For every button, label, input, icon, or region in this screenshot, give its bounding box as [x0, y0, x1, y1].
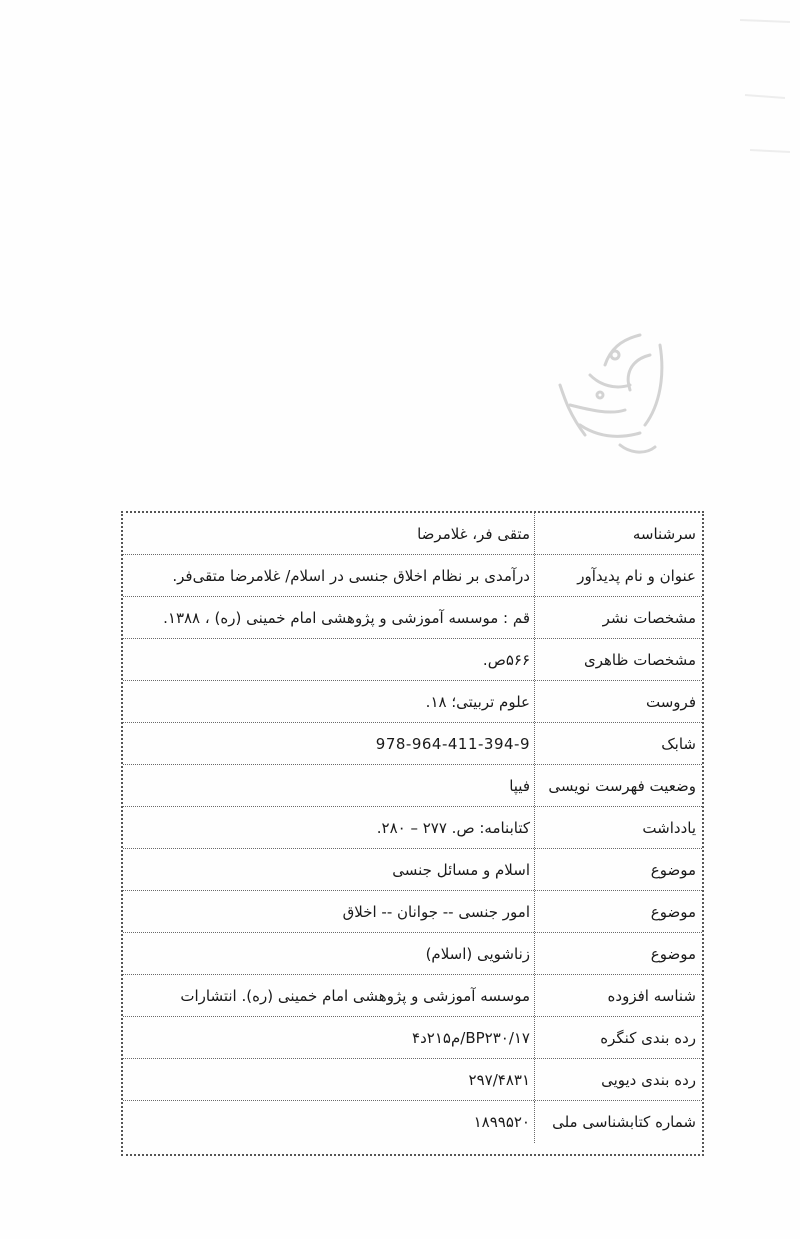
catalog-row [123, 975, 702, 1017]
row-label: شناسه افزوده [534, 975, 702, 1016]
row-value: اسلام و مسائل جنسی [392, 860, 530, 879]
row-value: ۱۸۹۹۵۲۰ [473, 1113, 530, 1131]
row-label: وضعیت فهرست نویسی [534, 765, 702, 806]
row-label: موضوع [534, 891, 702, 932]
calligraphy-seal-icon [530, 315, 680, 465]
row-value: قم : موسسه آموزشی و پژوهشی امام خمینی (ره) ، ۱۳۸۸. [163, 608, 530, 627]
catalog-row [123, 765, 702, 807]
catalog-row [123, 639, 702, 681]
row-value: فیپا [509, 776, 530, 795]
row-value: موسسه آموزشی و پژوهشی امام خمینی (ره). انتشارات [180, 986, 530, 1005]
row-label: سرشناسه [534, 513, 702, 554]
row-value: امور جنسی -- جوانان -- اخلاق [342, 902, 530, 921]
row-label: رده بندی کنگره [534, 1017, 702, 1058]
row-label: موضوع [534, 849, 702, 890]
row-label: فروست [534, 681, 702, 722]
row-value: BP۲۳۰/۱۷/م۲۱۵د۴ [412, 1028, 530, 1047]
catalog-row [123, 933, 702, 975]
catalog-row [123, 513, 702, 555]
catalog-row [123, 555, 702, 597]
catalog-row [123, 681, 702, 723]
row-label: مشخصات ظاهری [534, 639, 702, 680]
row-label: رده بندی دیویی [534, 1059, 702, 1100]
catalog-row [123, 849, 702, 891]
catalog-row [123, 807, 702, 849]
row-label: شماره کتابشناسی ملی [534, 1101, 702, 1143]
row-label: موضوع [534, 933, 702, 974]
catalog-record-table [121, 511, 704, 1156]
row-label: یادداشت [534, 807, 702, 848]
row-value: زناشویی (اسلام) [425, 944, 530, 963]
row-value: درآمدی بر نظام اخلاق جنسی در اسلام/ غلامرضا متقی‌فر. [172, 566, 530, 585]
row-value: ۵۶۶ص. [482, 650, 530, 669]
faint-scan-mark [730, 0, 800, 170]
row-label: شابک [534, 723, 702, 764]
isbn-value: 978-964-411-394-9 [375, 734, 530, 753]
row-value: کتابنامه: ص. ۲۷۷ – ۲۸۰. [376, 818, 530, 837]
catalog-row [123, 597, 702, 639]
row-value: ۲۹۷/۴۸۳۱ [468, 1070, 530, 1089]
row-value: علوم تربیتی؛ ۱۸. [425, 692, 530, 711]
catalog-row [123, 1101, 702, 1143]
row-value: متقی فر، غلامرضا [417, 524, 530, 543]
row-label: مشخصات نشر [534, 597, 702, 638]
catalog-row [123, 1059, 702, 1101]
catalog-row [123, 723, 702, 765]
catalog-row [123, 1017, 702, 1059]
row-label: عنوان و نام پدیدآور [534, 555, 702, 596]
catalog-row [123, 891, 702, 933]
